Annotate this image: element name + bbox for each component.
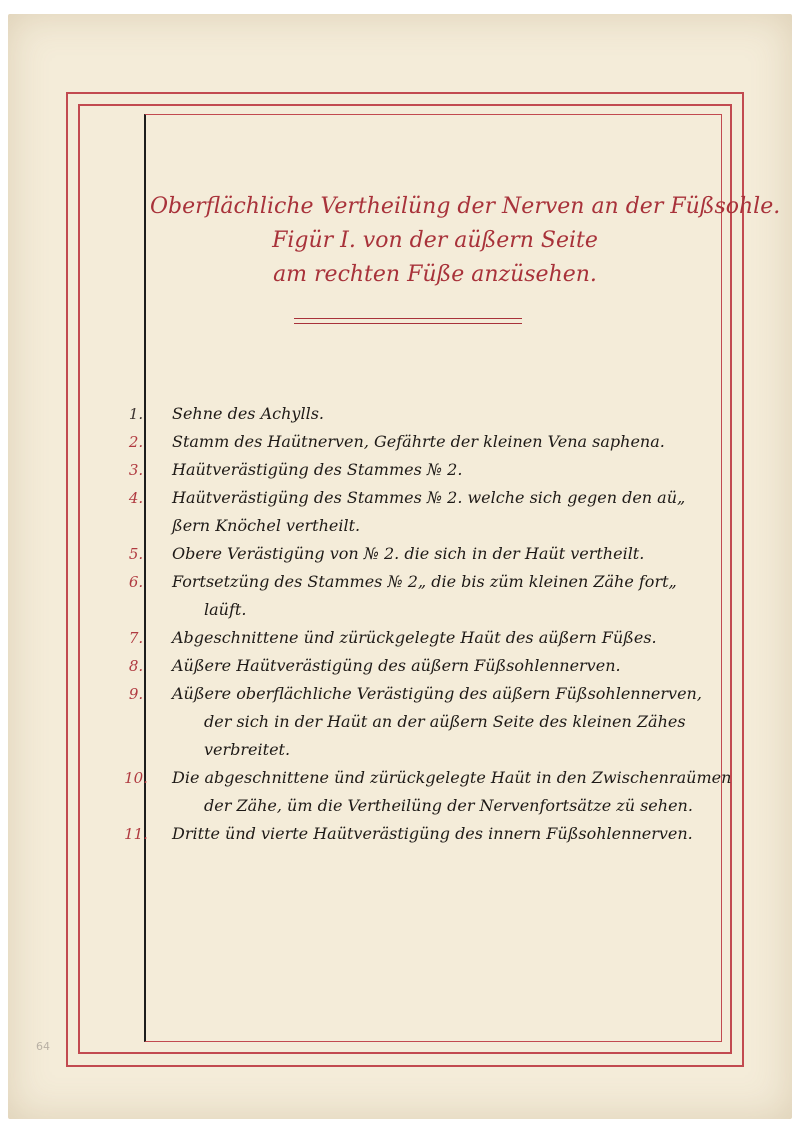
- item-text: [172, 652, 621, 680]
- item-number: 10.: [124, 769, 148, 787]
- title-rule-lower: [294, 323, 522, 324]
- item-line: Sehne des Achylls.: [172, 404, 324, 423]
- list-item: [100, 652, 720, 680]
- item-line: Haütverästigüng des Stammes № 2.: [172, 460, 463, 479]
- item-line: Fortsetzüng des Stammes № 2„ die bis züm kleinen Zähe fort„: [172, 572, 677, 591]
- list-item: [100, 400, 720, 428]
- item-number: 1.: [128, 405, 144, 423]
- item-line: laüft.: [204, 600, 247, 619]
- list-item: [100, 764, 732, 820]
- item-line: ßern Knöchel vertheilt.: [172, 516, 361, 535]
- item-number: 4.: [128, 489, 144, 507]
- item-text: [172, 540, 644, 568]
- page-title: [150, 190, 781, 292]
- list-item: [100, 568, 720, 624]
- item-line: Aüßere Haütverästigüng des aüßern Füßsohlennerven.: [172, 656, 621, 675]
- item-line: verbreitet.: [204, 740, 291, 759]
- item-number: 3.: [128, 461, 144, 479]
- list-item: [100, 484, 720, 540]
- item-text: [172, 456, 462, 484]
- list-item: [100, 624, 720, 652]
- item-number: 6.: [128, 573, 144, 591]
- item-line-text: Stamm des Haütnerven, Gefährte der kleinen: [172, 432, 543, 451]
- latin-term: Vena saphena.: [547, 432, 665, 451]
- title-line-1: Oberflächliche Vertheilüng der Nerven an der Füßsohle.: [150, 194, 781, 219]
- item-line: Haütverästigüng des Stammes № 2. welche sich gegen den aü„: [172, 488, 686, 507]
- item-line: Obere Verästigüng von № 2. die sich in der Haüt vertheilt.: [172, 544, 645, 563]
- item-line: Abgeschnittene ünd zürückgelegte Haüt des aüßern Füßes.: [172, 628, 657, 647]
- item-text: [172, 624, 657, 652]
- list-item: [100, 456, 720, 484]
- item-number: 2.: [128, 433, 144, 451]
- list-item: [100, 428, 720, 456]
- item-text: [172, 764, 731, 820]
- item-text: [172, 428, 665, 456]
- item-line: Dritte ünd vierte Haütverästigüng des innern Füßsohlennerven.: [172, 824, 693, 843]
- item-number: 7.: [128, 629, 144, 647]
- item-text: [172, 484, 685, 540]
- item-line: Die abgeschnittene ünd zürückgelegte Haüt in den Zwischenraümen: [172, 768, 732, 787]
- item-line: der Zähe, üm die Vertheilüng der Nervenfortsätze zü sehen.: [204, 796, 693, 815]
- item-number: 9.: [128, 685, 144, 703]
- item-number: 8.: [128, 657, 144, 675]
- item-number: 11.: [124, 825, 148, 843]
- item-text: [172, 680, 702, 764]
- title-line-2: Figür I. von der aüßern Seite: [272, 228, 598, 253]
- legend-list: [100, 400, 732, 848]
- item-line: der sich in der Haüt an der aüßern Seite des kleinen Zähes: [204, 712, 686, 731]
- pencil-page-mark: 64: [36, 1040, 50, 1053]
- item-number: 5.: [128, 545, 144, 563]
- list-item: [100, 540, 720, 568]
- item-line: [172, 428, 665, 456]
- item-text: [172, 820, 693, 848]
- list-item: [100, 680, 720, 764]
- title-line-3: am rechten Füße anzüsehen.: [273, 262, 597, 287]
- item-text: [172, 400, 324, 428]
- title-rule-upper: [294, 318, 522, 319]
- item-text: [172, 568, 677, 624]
- list-item: [100, 820, 720, 848]
- item-line: Aüßere oberflächliche Verästigüng des aüßern Füßsohlennerven,: [172, 684, 702, 703]
